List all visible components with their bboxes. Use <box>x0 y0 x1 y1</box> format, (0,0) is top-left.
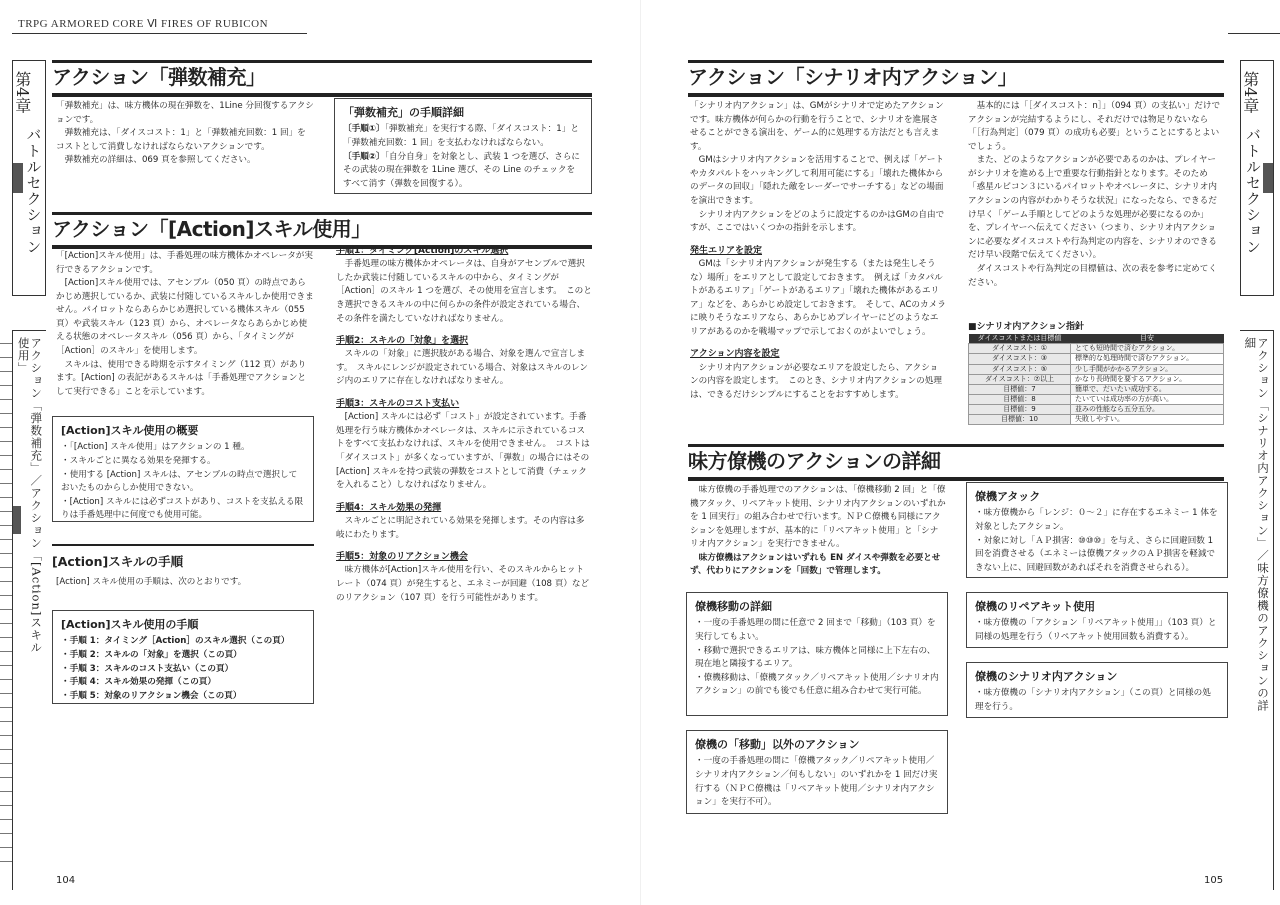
list-item: ・手順 1：タイミング［Action］のスキル選択（この頁） <box>61 636 290 647</box>
list-item: ・味方僚機の「アクション「リペアキット使用」」（103 頁）と同様の処理を行う（リペアキット使用回数も消費する）。 <box>975 618 1217 642</box>
guideline-table <box>968 334 1224 425</box>
wingman-body <box>690 484 946 579</box>
paragraph: 弾数補充の詳細は、069 頁を参照してください。 <box>64 155 256 166</box>
ruled-margin-left <box>0 330 12 862</box>
table-header-row <box>969 334 1224 344</box>
side-index-title-left: アクション「弾数補充」／アクション「[Action]スキル使用」 <box>16 337 44 654</box>
chapter-tab-right <box>1240 60 1274 296</box>
section-wingman-actions <box>688 444 1224 481</box>
paragraph: シナリオ内アクションが必要なエリアを設定したら、アクションの内容を設定します。 このとき、シナリオ内アクションの処理は、できるだけシンプルにすることをおすすめします。 <box>690 362 942 400</box>
paragraph: GMは「シナリオ内アクションが発生する（または発生しそうな）場所」をエリアとして設定しておきます。 例えば「カタパルトがあるエリア」「ゲートがあるエリア」「壊れた機体があるエリア」などを、あらかじめ設定しておきます。 そして、ACのカメラに映りそうなエリアなら、あらかじめプレイヤーにどのようなエリアがあるのかを戦場マップで示しておくのがよいでしょう。 <box>690 259 946 337</box>
side-index-right <box>1240 330 1274 890</box>
chapter-tab-left <box>12 60 46 296</box>
scenario-action-col2 <box>968 100 1224 290</box>
box-title: [Action]スキル使用の概要 <box>61 424 199 437</box>
table-row: ダイスコスト：⑤ 少し手間がかかるアクション。 <box>969 364 1224 374</box>
header-rule-right <box>1228 33 1280 34</box>
list-item: ・[Action] スキルには必ずコストがあり、コストを支払える限りは手番処理中に何度でも使用可能。 <box>61 496 304 521</box>
box-title: [Action]スキル使用の手順 <box>61 618 199 631</box>
step-text: 手番処理の味方機体かオペレータは、自身がアセンブルで選択したか武装に付随しているスキルの中から、タイミングが［Action］のスキル 1 つを選び、その使用を宣言します。 このとき選択できるスキルの中に何らかの条件が設定されている場合、その条件を満たしていなければなりません。 <box>336 259 592 324</box>
header-rule <box>12 33 307 34</box>
list-item: ・スキルごとに異なる効果を発揮する。 <box>61 455 216 466</box>
section-label: バトルセクション <box>24 127 43 255</box>
paragraph: 弾数補充は、「ダイスコスト：1」と「弾数補充回数：1 回」をコストとして消費しなければならないアクションです。 <box>56 128 306 152</box>
wingman-other-box <box>686 730 948 814</box>
paragraph: ダイスコストや行為判定の目標値は、次の表を参考に定めてください。 <box>968 263 1217 288</box>
scenario-guideline-table <box>968 320 1224 425</box>
page-number-left: 104 <box>56 875 76 886</box>
list-item: ・一度の手番処理の間に「僚機アタック／リペアキット使用／シナリオ内アクション／何もしない」のいずれかを 1 回だけ実行する（ＮＰＣ僚機は「リペアキット使用／シナリオ内アクション」を実行不可）。 <box>695 756 938 808</box>
section-scenario-action <box>688 60 1224 97</box>
list-item: ・移動で選択できるエリアは、味方機体と同様に上下左右の、現在地と隣接するエリア。 <box>695 645 936 670</box>
list-item: ・手順 5：対象のリアクション機会（この頁） <box>61 690 242 701</box>
list-item: ・一度の手番処理の間に任意で 2 回まで「移動」（103 頁）を実行してもよい。 <box>695 618 936 642</box>
section-title: 味方僚機のアクションの詳細 <box>688 449 941 473</box>
table-row: ダイスコスト：⑦以上 かなり長時間を要するアクション。 <box>969 374 1224 384</box>
subsection-title: 発生エリアを設定 <box>690 245 763 256</box>
side-index-title-right: アクション「シナリオ内アクション」／味方僚機のアクションの詳細 <box>1243 337 1270 712</box>
section-title: アクション「[Action]スキル使用」 <box>52 217 371 241</box>
table-row: 目標値：8 たいていは成功率の方が高い。 <box>969 394 1224 404</box>
wingman-attack-box <box>966 482 1228 578</box>
paragraph: 味方僚機はアクションはいずれも EN ダイスや弾数を必要とせず、代わりにアクションを「回数」で管理します。 <box>690 552 941 577</box>
paragraph: GMはシナリオ内アクションを活用することで、例えば「ゲートやカタパルトをハッキングして利用可能にする」「壊れた機体からのデータの回収」「隠れた敵をレーダーでサーチする」などの場面を演出できます。 <box>690 155 945 207</box>
paragraph: [Action] スキル使用の手順は、次のとおりです。 <box>56 576 247 587</box>
paragraph: 基本的には「［ダイスコスト：n］」（094 頁）の支払い」だけでアクションが完結するようにし、それだけでは物足りないなら「［行為判定］（079 頁）の成功も必要」ということにするとよいでしょう。 <box>968 101 1221 152</box>
step-title: 手順4：スキル効果の発揮 <box>336 502 442 513</box>
side-index-marker <box>13 506 21 534</box>
paragraph: スキルは、使用できる時期を示すタイミング（112 頁）があります。[Action] の表記があるスキルは「手番処理でアクションとして実行できる」ことを示しています。 <box>56 359 307 397</box>
list-item: ・使用する [Action] スキルは、アセンブルの時点で選択しておいたものからしか使用できない。 <box>61 469 298 494</box>
table-row: ダイスコスト：① とても短時間で済むアクション。 <box>969 344 1224 354</box>
box-title: 「弾数補充」の手順詳細 <box>343 106 464 119</box>
step-title: 手順1：タイミング[Action]のスキル選択 <box>336 246 509 256</box>
box-title: 僚機の「移動」以外のアクション <box>695 738 860 751</box>
page-number-right: 105 <box>1204 875 1224 886</box>
section-title: アクション「シナリオ内アクション」 <box>688 65 1018 89</box>
ammo-refill-procedure-box: 「弾数補充」の手順詳細 〔手順①〕「弾数補充」を実行する際、「ダイスコスト：1」と「弾数補充回数：1 回」を支払わなければならない。 〔手順②〕「自分自身」を対象とし、武装 1 つを選び、さらにその武装の現在弾数を 1Line 選び、その Line のチェックをすべて消す（弾数を回復する）。 <box>334 98 592 194</box>
step-title: 手順5：対象のリアクション機会 <box>336 552 468 563</box>
ammo-refill-body <box>56 100 314 168</box>
paragraph: 「シナリオ内アクション」は、GMがシナリオで定めたアクションです。味方機体が何らかの行動を行うことで、シナリオを進展させることができる演出を、ゲーム的に処理する方法だとも言えます。 <box>690 101 944 152</box>
side-index-left <box>12 330 46 890</box>
running-header: TRPG ARMORED CORE Ⅵ FIRES OF RUBICON <box>18 18 269 30</box>
section-ammo-refill <box>52 60 592 97</box>
table-row: 目標値：10 失敗しやすい。 <box>969 414 1224 424</box>
chapter-label: 第4章 <box>1240 70 1260 114</box>
list-item: ・手順 4：スキル効果の発揮（この頁） <box>61 677 216 688</box>
section-label: バトルセクション <box>1244 127 1262 255</box>
list-item: ・対象に対し「ＡＰ損害：⑩⑩⑩」を与え、さらに回避回数 1 回を消費させる（エネミーは僚機アタックのＡＰ損害を軽減できない上に、回避回数があればそれを消費させられる）。 <box>975 535 1216 573</box>
action-skill-steps-box <box>52 610 314 704</box>
step-title: 手順2：スキルの「対象」を選択 <box>336 336 469 347</box>
section-title: アクション「弾数補充」 <box>52 65 266 89</box>
step-text: 味方機体が[Action]スキル使用を行い、そのスキルからヒットレート（074 頁）が発生すると、エネミーが回避（108 頁）などのリアクション（107 頁）を行う可能性があります。 <box>336 565 590 603</box>
column-header: 目安 <box>1071 334 1224 344</box>
box-title: 僚機移動の詳細 <box>695 600 772 613</box>
action-skill-overview-box <box>52 416 314 522</box>
step-text: [Action] スキルには必ず「コスト」が設定されています。手番処理を行う味方機体かオペレータは、スキルに示されているコストをすべて支払わなければ、スキルを使用できません。 コストは「ダイスコスト」が多くなっていますが、「弾数」の場合にはその [Action] スキルを持つ武装の弾数をコストとして消費（チェックを入れること）しなければなりません。 <box>336 412 590 491</box>
action-skill-steps <box>336 244 592 605</box>
box-title: 僚機のリペアキット使用 <box>975 600 1096 613</box>
wingman-repair-box <box>966 592 1228 648</box>
list-item: ・「[Action] スキル使用」はアクションの 1 種。 <box>61 442 250 453</box>
table-title: ■シナリオ内アクション指針 <box>968 322 1084 332</box>
box-title: 僚機のシナリオ内アクション <box>975 670 1118 683</box>
table-row: ダイスコスト：③ 標準的な処理時間で済むアクション。 <box>969 354 1224 364</box>
list-item: ・味方僚機の「シナリオ内アクション」（この頁）と同様の処理を行う。 <box>975 688 1211 712</box>
subsection-title: アクション内容を設定 <box>690 349 780 360</box>
tab-marker <box>1263 163 1273 193</box>
paragraph: また、どのようなアクションが必要であるのかは、プレイヤーがシナリオを進める上で重要な行動指針となります。そのため「惑星ルビコン３にいるパイロットやオペレータに、シナリオ内アクションの内容がわかりそうな状況」になったなら、できるだけ早く「ゲーム手順としてどのような処理が必要になるのか」を、プレイヤーへ伝えてください（つまり、シナリオ内アクションに必要なダイスコストや行為判定の内容を、シナリオのできるだけ早い段階で伝えてください）。 <box>968 155 1217 261</box>
box-title: 僚機アタック <box>975 490 1041 503</box>
scenario-action-col1 <box>690 100 946 402</box>
paragraph: [Action]スキル使用では、アセンブル（050 頁）の時点であらかじめ選択しているか、武装に付随しているスキルしか使用できません。パイロットならあらかじめ選択している機体スキル（055 頁）や武装スキル（123 頁）から、オペレータならあらかじめ使える状態のオペレータスキル（056 頁）から、「タイミングが［Action］のスキル」を使用します。 <box>56 278 314 357</box>
paragraph: 味方僚機の手番処理でのアクションは、「僚機移動 2 回」と「僚機アタック、リペアキット使用、シナリオ内アクションのいずれかを 1 回実行」の組み合わせで行います。ＮＰＣ僚機も同様にアクションを処理しますが、基本的に「リペアキット使用」と「シナリオ内アクション」を実行できません。 <box>690 485 946 550</box>
list-item: ・手順 3：スキルのコスト支払い（この頁） <box>61 663 234 674</box>
action-skill-procedure <box>52 544 314 589</box>
wingman-scenario-box <box>966 662 1228 718</box>
subsection-title: [Action]スキルの手順 <box>52 544 314 576</box>
tab-marker <box>13 163 23 193</box>
action-skill-body <box>56 250 314 399</box>
list-item: ・僚機移動は、「僚機アタック／リペアキット使用／シナリオ内アクション」の前でも後でも任意に組み合わせて実行可能。 <box>695 672 939 697</box>
paragraph: 「弾数補充」は、味方機体の現在弾数を、1Line 分回復するアクションです。 <box>56 101 314 125</box>
column-header: ダイスコストまたは目標値 <box>969 334 1071 344</box>
list-item: ・手順 2：スキルの「対象」を選択（この頁） <box>61 649 242 660</box>
paragraph: 「[Action]スキル使用」は、手番処理の味方機体かオペレータが実行できるアクションです。 <box>56 251 313 275</box>
table-row: 目標値：7 簡単で、だいたい成功する。 <box>969 384 1224 394</box>
step-text: スキルごとに明記されている効果を発揮します。その内容は多岐にわたります。 <box>336 515 585 540</box>
step-text: スキルの「対象」に選択肢がある場合、対象を選んで宣言します。 スキルにレンジが設定されている場合、対象はスキルのレンジ内のエリアに存在しなければなりません。 <box>336 349 589 387</box>
paragraph: シナリオ内アクションをどのように設定するのかはGMの自由ですが、ここではいくつかの指針を示します。 <box>690 209 945 234</box>
table-row: 目標値：9 並みの性能なら五分五分。 <box>969 404 1224 414</box>
step-title: 手順3：スキルのコスト支払い <box>336 399 460 410</box>
page-fold <box>640 0 641 905</box>
chapter-label: 第4章 <box>12 70 32 114</box>
wingman-move-box <box>686 592 948 716</box>
list-item: ・味方僚機から「レンジ：０～２」に存在するエネミー 1 体を対象としたアクション。 <box>975 508 1218 532</box>
